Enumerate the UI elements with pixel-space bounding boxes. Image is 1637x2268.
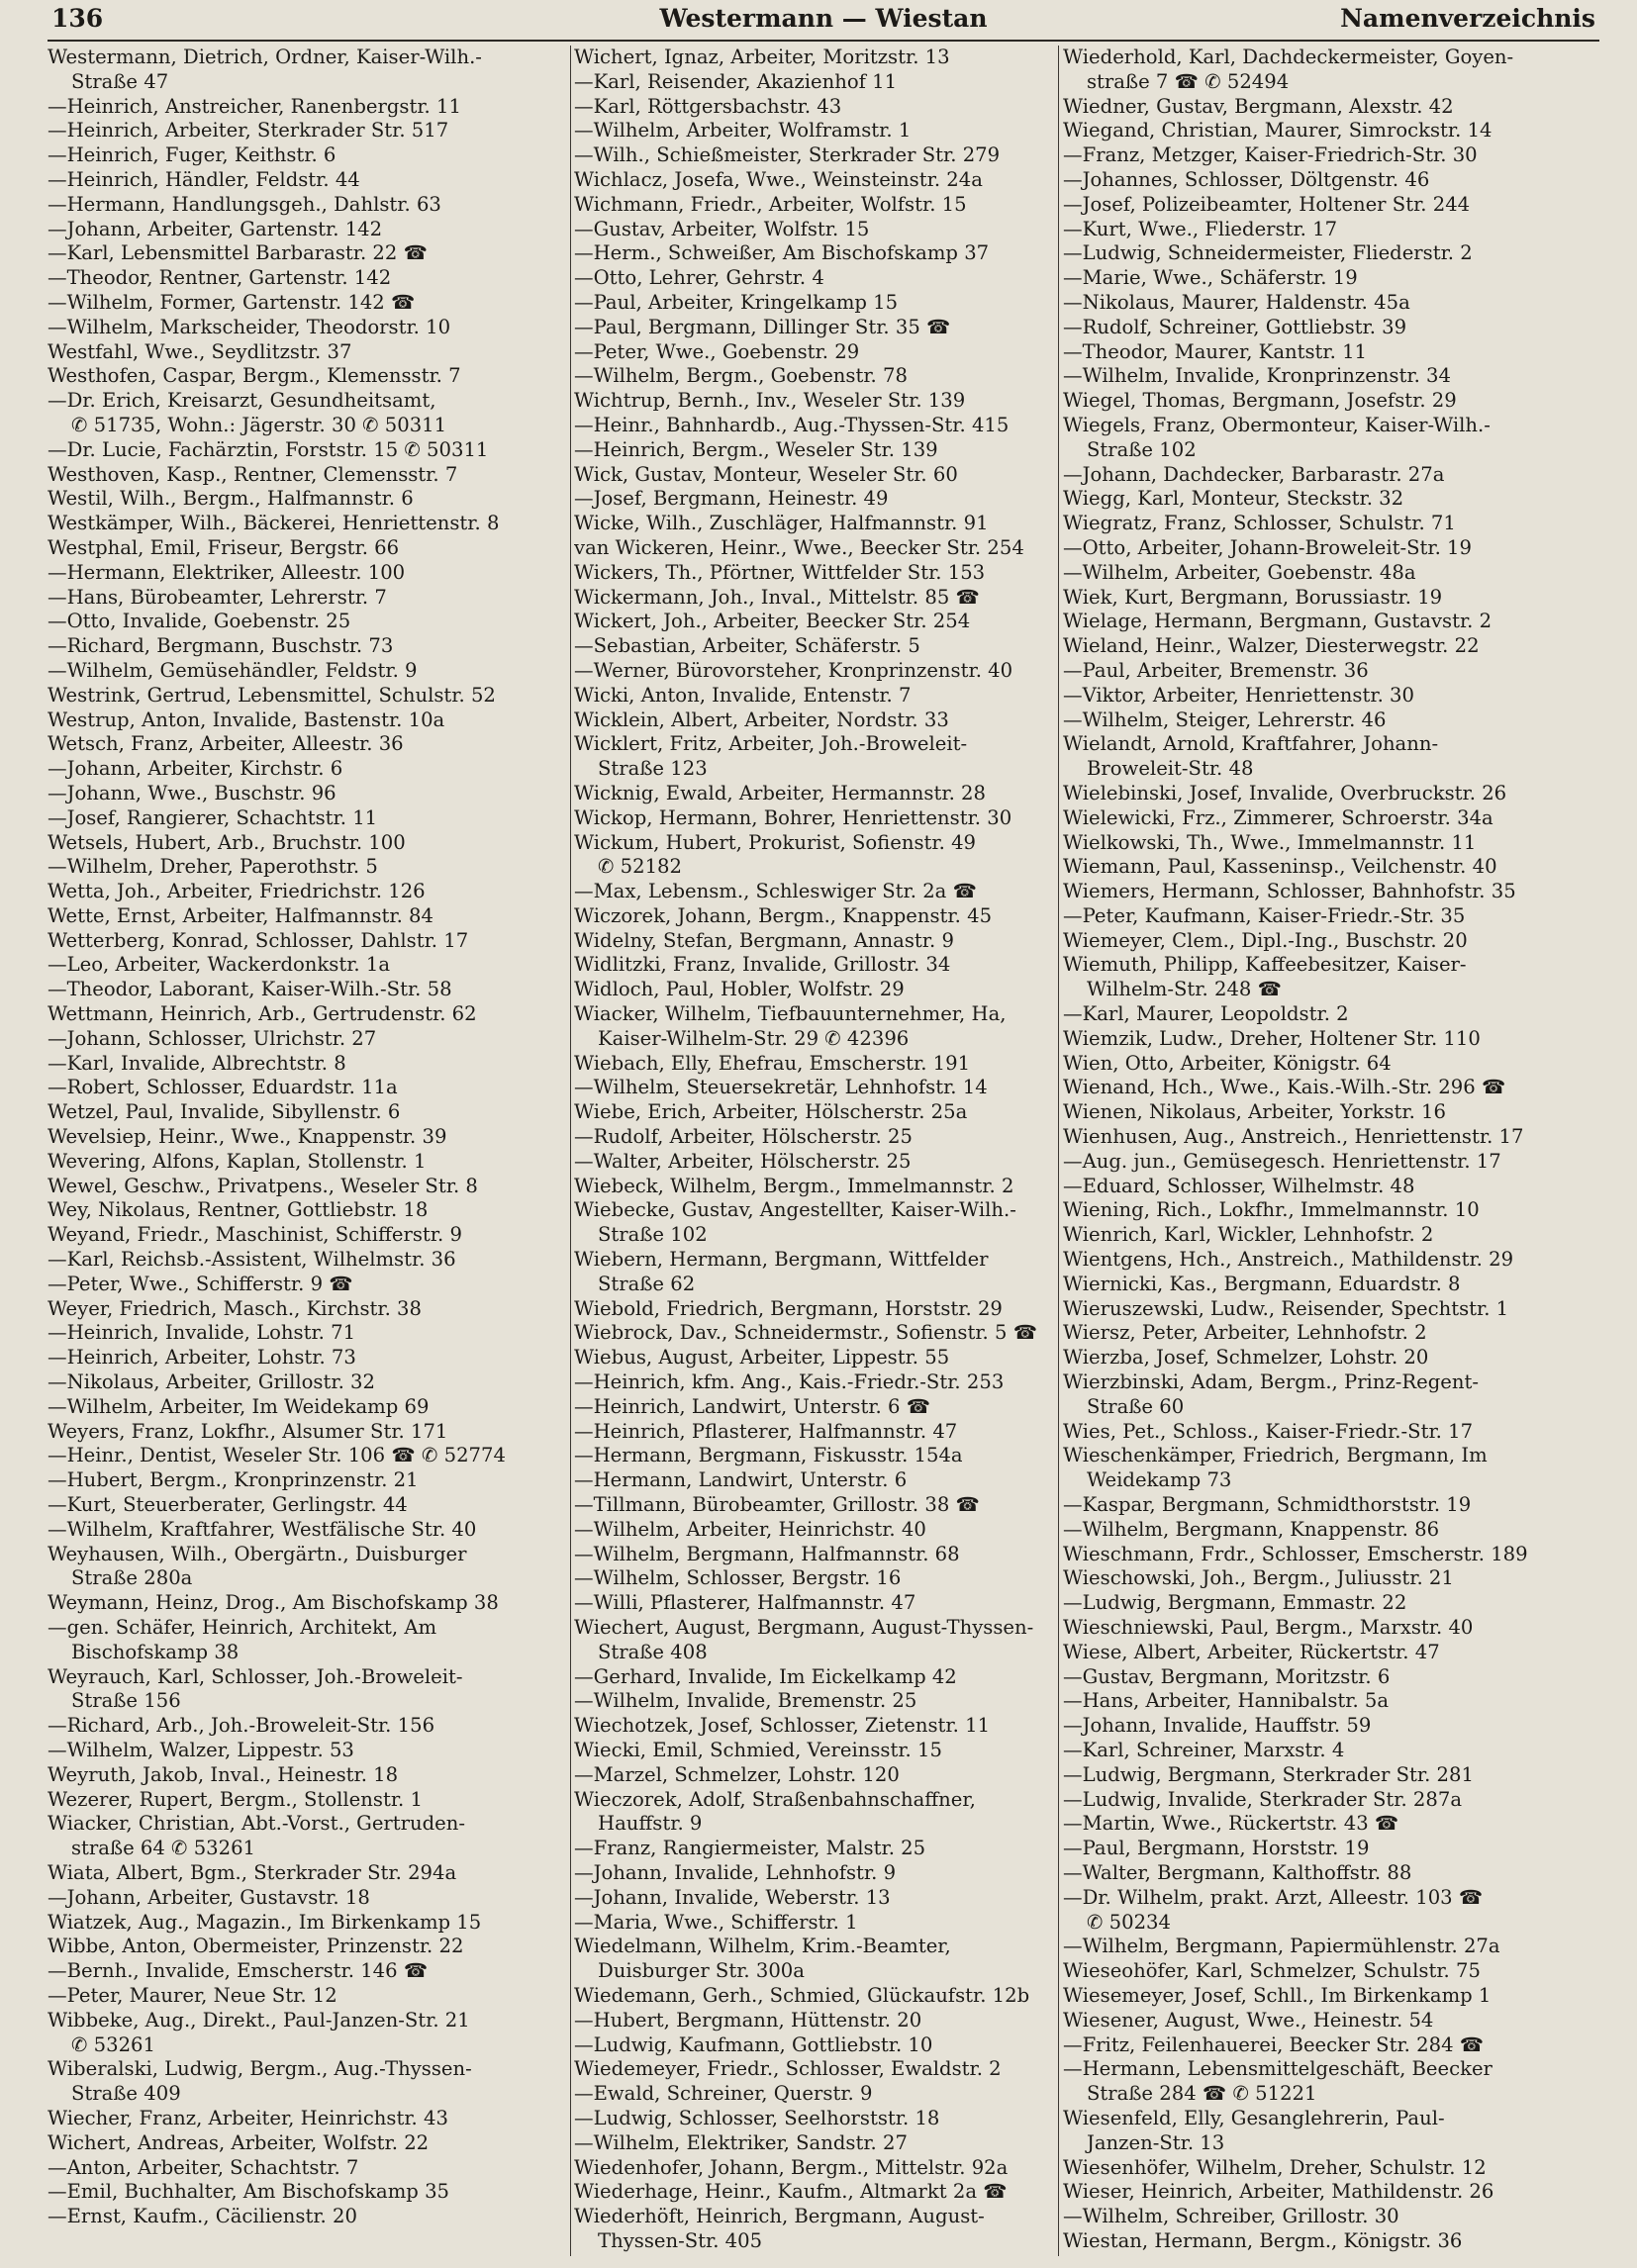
directory-entry: —Heinrich, Pflasterer, Halfmannstr. 47 <box>574 1419 958 1443</box>
directory-entry: straße 7 ☎ ✆ 52494 <box>1087 69 1290 93</box>
directory-entry: Wiersz, Peter, Arbeiter, Lehnhofstr. 2 <box>1063 1321 1427 1345</box>
directory-entry: —Johann, Arbeiter, Gustavstr. 18 <box>48 1885 370 1909</box>
directory-entry: —Josef, Rangierer, Schachtstr. 11 <box>48 805 378 829</box>
directory-entry: ✆ 52182 <box>598 855 682 879</box>
directory-entry: —Heinrich, Händler, Feldstr. 44 <box>48 167 360 191</box>
directory-entry: Wielewicki, Frz., Zimmerer, Schroerstr. 34a <box>1063 805 1493 829</box>
directory-entry: Wientgens, Hch., Anstreich., Mathildenstr. 29 <box>1063 1248 1514 1272</box>
directory-entry: —Dr. Wilhelm, prakt. Arzt, Alleestr. 103 ☎ <box>1063 1885 1484 1909</box>
directory-entry: Janzen-Str. 13 <box>1087 2130 1225 2154</box>
directory-entry: Wiemers, Hermann, Schlosser, Bahnhofstr. 35 <box>1063 880 1516 903</box>
directory-entry: —Johann, Wwe., Buschstr. 96 <box>48 781 337 804</box>
directory-entry: Westermann, Dietrich, Ordner, Kaiser-Wilh.- <box>48 46 482 68</box>
directory-entry: —Ludwig, Schlosser, Seelhorststr. 18 <box>574 2106 940 2129</box>
directory-entry: Wickop, Hermann, Bohrer, Henriettenstr. 30 <box>574 805 1012 829</box>
directory-entry: Wielebinski, Josef, Invalide, Overbruckstr. 26 <box>1063 781 1507 804</box>
column-divider <box>570 46 571 2256</box>
directory-entry: —Wilhelm, Arbeiter, Heinrichstr. 40 <box>574 1517 926 1541</box>
directory-entry: —Fritz, Feilenhauerei, Beecker Str. 284 ☎ <box>1063 2032 1485 2056</box>
directory-entry: Wiederhage, Heinr., Kaufm., Altmarkt 2a ☎ <box>574 2180 1008 2204</box>
directory-entry: Wicki, Anton, Invalide, Entenstr. 7 <box>574 683 912 707</box>
directory-entry: Wichmann, Friedr., Arbeiter, Wolfstr. 15 <box>574 192 967 216</box>
directory-entry: Wiemann, Paul, Kasseninsp., Veilchenstr. 40 <box>1063 855 1497 879</box>
directory-entry: Wiczorek, Johann, Bergm., Knappenstr. 45 <box>574 903 993 927</box>
directory-entry: —Wilhelm, Schreiber, Grillostr. 30 <box>1063 2205 1399 2228</box>
directory-entry: —Nikolaus, Arbeiter, Grillostr. 32 <box>48 1370 375 1394</box>
directory-entry: —Hermann, Lebensmittelgeschäft, Beecker <box>1063 2057 1493 2081</box>
directory-entry: Weyhausen, Wilh., Obergärtn., Duisburger <box>48 1542 467 1565</box>
directory-entry: —Anton, Arbeiter, Schachtstr. 7 <box>48 2155 359 2179</box>
directory-entry: —Johann, Invalide, Hauffstr. 59 <box>1063 1714 1372 1738</box>
directory-entry: Straße 408 <box>598 1640 708 1663</box>
directory-entry: ✆ 50234 <box>1087 1910 1171 1934</box>
directory-entry: —Johann, Arbeiter, Kirchstr. 6 <box>48 757 343 781</box>
directory-entry: Wielkowski, Th., Wwe., Immelmannstr. 11 <box>1063 830 1477 854</box>
directory-entry: —Marzel, Schmelzer, Lohstr. 120 <box>574 1762 900 1786</box>
directory-entry: Straße 62 <box>598 1272 696 1295</box>
directory-entry: —Heinrich, Fuger, Keithstr. 6 <box>48 143 337 167</box>
directory-entry: —Hans, Arbeiter, Hannibalstr. 5a <box>1063 1689 1390 1713</box>
directory-entry: Wichert, Andreas, Arbeiter, Wolfstr. 22 <box>48 2130 430 2154</box>
directory-entry: —Tillmann, Bürobeamter, Grillostr. 38 ☎ <box>574 1493 980 1517</box>
directory-entry: —Hubert, Bergm., Kronprinzenstr. 21 <box>48 1468 419 1492</box>
directory-entry: —Heinr., Dentist, Weseler Str. 106 ☎ ✆ 52774 <box>48 1444 506 1467</box>
directory-entry: Wiestan, Hermann, Bergm., Königstr. 36 <box>1063 2228 1463 2252</box>
directory-entry: Wetterberg, Konrad, Schlosser, Dahlstr. 17 <box>48 928 469 952</box>
directory-entry: Wienhusen, Aug., Anstreich., Henriettenstr. 17 <box>1063 1125 1524 1149</box>
column-3 <box>1063 46 1602 2260</box>
directory-entry: Wicknig, Ewald, Arbeiter, Hermannstr. 28 <box>574 781 986 804</box>
directory-entry: —Johann, Dachdecker, Barbarastr. 27a <box>1063 462 1445 486</box>
directory-entry: Wiebach, Elly, Ehefrau, Emscherstr. 191 <box>574 1051 971 1075</box>
directory-entry: Wick, Gustav, Monteur, Weseler Str. 60 <box>574 462 958 486</box>
directory-entry: —Martin, Wwe., Rückertstr. 43 ☎ <box>1063 1812 1399 1836</box>
directory-entry: Westhoven, Kasp., Rentner, Clemensstr. 7 <box>48 462 458 486</box>
directory-entry: —Heinrich, kfm. Ang., Kais.-Friedr.-Str. 253 <box>574 1370 1005 1394</box>
directory-entry: —Ludwig, Invalide, Sterkrader Str. 287a <box>1063 1787 1463 1811</box>
directory-entry: Broweleit-Str. 48 <box>1087 757 1254 781</box>
directory-entry: Wiemzik, Ludw., Dreher, Holtener Str. 110 <box>1063 1026 1481 1050</box>
directory-entry: —Nikolaus, Maurer, Haldenstr. 45a <box>1063 290 1410 314</box>
directory-entry: —Wilhelm, Invalide, Bremenstr. 25 <box>574 1689 917 1713</box>
directory-entry: —Werner, Bürovorsteher, Kronprinzenstr. 40 <box>574 658 1013 682</box>
directory-entry: —Otto, Lehrer, Gehrstr. 4 <box>574 266 824 290</box>
directory-entry: Westil, Wilh., Bergm., Halfmannstr. 6 <box>48 487 414 511</box>
directory-entry: Wierzba, Josef, Schmelzer, Lohstr. 20 <box>1063 1346 1429 1370</box>
directory-entry: Weyer, Friedrich, Masch., Kirchstr. 38 <box>48 1296 422 1320</box>
directory-entry: —Wilhelm, Bergmann, Knappenstr. 86 <box>1063 1517 1440 1541</box>
directory-entry: Wiemuth, Philipp, Kaffeebesitzer, Kaiser- <box>1063 953 1467 977</box>
directory-entry: —Peter, Maurer, Neue Str. 12 <box>48 1983 337 2007</box>
directory-entry: Weyruth, Jakob, Inval., Heinestr. 18 <box>48 1762 399 1786</box>
directory-entry: Wiedenhofer, Johann, Bergm., Mittelstr. 92a <box>574 2155 1009 2179</box>
directory-entry: Straße 102 <box>1087 437 1197 461</box>
directory-entry: Wieschmann, Frdr., Schlosser, Emscherstr. 189 <box>1063 1542 1528 1565</box>
directory-entry: Wiegels, Franz, Obermonteur, Kaiser-Wilh.- <box>1063 413 1491 436</box>
directory-entry: —Max, Lebensm., Schleswiger Str. 2a ☎ <box>574 880 977 903</box>
directory-entry: Westfahl, Wwe., Seydlitzstr. 37 <box>48 339 352 363</box>
directory-entry: —Ludwig, Bergmann, Emmastr. 22 <box>1063 1591 1407 1615</box>
directory-entry: —Heinrich, Bergm., Weseler Str. 139 <box>574 437 938 461</box>
directory-entry: —Peter, Wwe., Schifferstr. 9 ☎ <box>48 1272 353 1295</box>
directory-entry: —Dr. Erich, Kreisarzt, Gesundheitsamt, <box>48 389 436 413</box>
directory-entry: Wierzbinski, Adam, Bergm., Prinz-Regent- <box>1063 1370 1479 1394</box>
directory-entry: Wiese, Albert, Arbeiter, Rückertstr. 47 <box>1063 1640 1440 1663</box>
directory-entry: —Hubert, Bergmann, Hüttenstr. 20 <box>574 2008 922 2032</box>
directory-entry: Wicklein, Albert, Arbeiter, Nordstr. 33 <box>574 708 949 731</box>
directory-entry: Wiechotzek, Josef, Schlosser, Zietenstr. 11 <box>574 1714 991 1738</box>
directory-entry: Wicklert, Fritz, Arbeiter, Joh.-Broweleit- <box>574 732 968 756</box>
directory-entry: Wieseohöfer, Karl, Schmelzer, Schulstr. 75 <box>1063 1959 1481 1983</box>
directory-entry: —Ewald, Schreiner, Querstr. 9 <box>574 2082 873 2106</box>
directory-entry: Wichtrup, Bernh., Inv., Weseler Str. 139 <box>574 389 966 413</box>
directory-entry: ✆ 53261 <box>71 2032 155 2056</box>
directory-entry: —Otto, Invalide, Goebenstr. 25 <box>48 610 351 633</box>
directory-entry: Widelny, Stefan, Bergmann, Annastr. 9 <box>574 928 954 952</box>
directory-entry: Wiberalski, Ludwig, Bergm., Aug.-Thyssen- <box>48 2057 472 2081</box>
directory-entry: Wiacker, Christian, Abt.-Vorst., Gertruden- <box>48 1812 466 1836</box>
directory-entry: Westhofen, Caspar, Bergm., Klemensstr. 7 <box>48 364 461 388</box>
directory-entry: —Kaspar, Bergmann, Schmidthorststr. 19 <box>1063 1493 1472 1517</box>
directory-entry: —Theodor, Rentner, Gartenstr. 142 <box>48 266 392 290</box>
directory-entry: Wiecher, Franz, Arbeiter, Heinrichstr. 43 <box>48 2106 448 2129</box>
directory-entry: —Heinrich, Arbeiter, Lohstr. 73 <box>48 1346 356 1370</box>
directory-entry: Wien, Otto, Arbeiter, Königstr. 64 <box>1063 1051 1392 1075</box>
directory-entry: —Heinr., Bahnhardb., Aug.-Thyssen-Str. 415 <box>574 413 1010 436</box>
directory-entry: —Peter, Kaufmann, Kaiser-Friedr.-Str. 35 <box>1063 903 1466 927</box>
directory-entry: Wieser, Heinrich, Arbeiter, Mathildenstr. 26 <box>1063 2180 1494 2204</box>
directory-entry: Wiederhöft, Heinrich, Bergmann, August- <box>574 2205 985 2228</box>
directory-entry: Wiemeyer, Clem., Dipl.-Ing., Buschstr. 20 <box>1063 928 1468 952</box>
directory-entry: Wiecki, Emil, Schmied, Vereinsstr. 15 <box>574 1738 942 1761</box>
directory-entry: Wewel, Geschw., Privatpens., Weseler Str. 8 <box>48 1174 478 1197</box>
directory-entry: —Ludwig, Bergmann, Sterkrader Str. 281 <box>1063 1762 1474 1786</box>
directory-entry: —Johann, Invalide, Weberstr. 13 <box>574 1885 891 1909</box>
directory-entry: —Sebastian, Arbeiter, Schäferstr. 5 <box>574 634 920 658</box>
directory-entry: Straße 156 <box>71 1689 181 1713</box>
directory-entry: Weyers, Franz, Lokfhr., Alsumer Str. 171 <box>48 1419 448 1443</box>
directory-entry: Weymann, Heinz, Drog., Am Bischofskamp 38 <box>48 1591 499 1615</box>
directory-entry: —Wilhelm, Dreher, Paperothstr. 5 <box>48 855 378 879</box>
directory-entry: Wiek, Kurt, Bergmann, Borussiastr. 19 <box>1063 585 1443 609</box>
directory-entry: Weyrauch, Karl, Schlosser, Joh.-Broweleit- <box>48 1664 463 1688</box>
directory-entry: Westkämper, Wilh., Bäckerei, Henriettenstr. 8 <box>48 512 500 535</box>
directory-entry: Wienrich, Karl, Wickler, Lehnhofstr. 2 <box>1063 1223 1434 1247</box>
column-1 <box>48 46 569 2260</box>
directory-entry: Wiedner, Gustav, Bergmann, Alexstr. 42 <box>1063 94 1454 118</box>
directory-entry: —Hans, Bürobeamter, Lehrerstr. 7 <box>48 585 387 609</box>
directory-entry: Wickers, Th., Pförtner, Wittfelder Str. 153 <box>574 560 986 584</box>
directory-entry: Wieschniewski, Paul, Bergm., Marxstr. 40 <box>1063 1616 1474 1639</box>
directory-entry: Wies, Pet., Schloss., Kaiser-Friedr.-Str. 17 <box>1063 1419 1474 1443</box>
directory-entry: —Karl, Röttgersbachstr. 43 <box>574 94 842 118</box>
directory-entry: Duisburger Str. 300a <box>598 1959 805 1983</box>
directory-entry: Wetzel, Paul, Invalide, Sibyllenstr. 6 <box>48 1100 401 1124</box>
directory-entry: —Wilhelm, Steiger, Lehrerstr. 46 <box>1063 708 1387 731</box>
directory-entry: Kaiser-Wilhelm-Str. 29 ✆ 42396 <box>598 1026 910 1050</box>
directory-entry: —Karl, Lebensmittel Barbarastr. 22 ☎ <box>48 241 428 265</box>
directory-entry: —Wilhelm, Bergmann, Halfmannstr. 68 <box>574 1542 960 1565</box>
directory-entry: van Wickeren, Heinr., Wwe., Beecker Str. 254 <box>574 535 1024 559</box>
directory-entry: —Bernh., Invalide, Emscherstr. 146 ☎ <box>48 1959 429 1983</box>
directory-entry: Wetsch, Franz, Arbeiter, Alleestr. 36 <box>48 732 404 756</box>
directory-entry: —Paul, Bergmann, Dillinger Str. 35 ☎ <box>574 315 951 338</box>
directory-entry: Wevering, Alfons, Kaplan, Stollenstr. 1 <box>48 1149 427 1173</box>
directory-entry: Wieruszewski, Ludw., Reisender, Spechtstr. 1 <box>1063 1296 1509 1320</box>
directory-entry: Wielandt, Arnold, Kraftfahrer, Johann- <box>1063 732 1439 756</box>
directory-entry: —Franz, Metzger, Kaiser-Friedrich-Str. 30 <box>1063 143 1478 167</box>
directory-entry: Wieczorek, Adolf, Straßenbahnschaffner, <box>574 1787 976 1811</box>
directory-entry: Wiatzek, Aug., Magazin., Im Birkenkamp 15 <box>48 1910 482 1934</box>
directory-entry: —Kurt, Steuerberater, Gerlingstr. 44 <box>48 1493 408 1517</box>
directory-entry: —Richard, Bergmann, Buschstr. 73 <box>48 634 394 658</box>
directory-entry: —Marie, Wwe., Schäferstr. 19 <box>1063 266 1358 290</box>
directory-entry: —Wilhelm, Gemüsehändler, Feldstr. 9 <box>48 658 418 682</box>
directory-entry: Wiesenfeld, Elly, Gesanglehrerin, Paul- <box>1063 2106 1445 2129</box>
directory-entry: Thyssen-Str. 405 <box>598 2228 763 2252</box>
directory-entry: Wiegg, Karl, Monteur, Steckstr. 32 <box>1063 487 1404 511</box>
directory-entry: Wiening, Rich., Lokfhr., Immelmannstr. 10 <box>1063 1198 1480 1222</box>
directory-entry: Wiebus, August, Arbeiter, Lippestr. 55 <box>574 1346 950 1370</box>
directory-entry: —Wilhelm, Former, Gartenstr. 142 ☎ <box>48 290 416 314</box>
directory-entry: Wienen, Nikolaus, Arbeiter, Yorkstr. 16 <box>1063 1100 1446 1124</box>
directory-entry: Bischofskamp 38 <box>71 1640 240 1663</box>
directory-entry: —Wilhelm, Markscheider, Theodorstr. 10 <box>48 315 451 338</box>
directory-entry: —Theodor, Maurer, Kantstr. 11 <box>1063 339 1368 363</box>
directory-entry: Wickert, Joh., Arbeiter, Beecker Str. 254 <box>574 610 971 633</box>
directory-entry: —Johann, Schlosser, Ulrichstr. 27 <box>48 1026 377 1050</box>
directory-entry: Wey, Nikolaus, Rentner, Gottliebstr. 18 <box>48 1198 429 1222</box>
directory-entry: —Wilhelm, Bergmann, Papiermühlenstr. 27a <box>1063 1935 1500 1958</box>
directory-entry: Hauffstr. 9 <box>598 1812 703 1836</box>
directory-entry: —Wilhelm, Arbeiter, Wolframstr. 1 <box>574 119 912 142</box>
directory-entry: —gen. Schäfer, Heinrich, Architekt, Am <box>48 1616 437 1639</box>
directory-entry: —Leo, Arbeiter, Wackerdonkstr. 1a <box>48 953 391 977</box>
directory-entry: —Johannes, Schlosser, Döltgenstr. 46 <box>1063 167 1430 191</box>
directory-entry: —Wilhelm, Schlosser, Bergstr. 16 <box>574 1566 902 1590</box>
directory-entry: —Walter, Bergmann, Kalthoffstr. 88 <box>1063 1860 1412 1884</box>
directory-entry: Straße 123 <box>598 757 708 781</box>
directory-entry: Wibbe, Anton, Obermeister, Prinzenstr. 22 <box>48 1935 464 1958</box>
directory-entry: —Heinrich, Arbeiter, Sterkrader Str. 517 <box>48 119 449 142</box>
directory-entry: Wilhelm-Str. 248 ☎ <box>1087 978 1283 1001</box>
directory-entry: Wiesenhöfer, Wilhelm, Dreher, Schulstr. 12 <box>1063 2155 1487 2179</box>
directory-entry: —Hermann, Bergmann, Fiskusstr. 154a <box>574 1444 963 1467</box>
directory-entry: Wiebeck, Wilhelm, Bergm., Immelmannstr. 2 <box>574 1174 1014 1197</box>
directory-entry: Wickermann, Joh., Inval., Mittelstr. 85 ☎ <box>574 585 980 609</box>
directory-entry: Wiechert, August, Bergmann, August-Thyssen- <box>574 1616 1034 1639</box>
directory-entry: —Karl, Invalide, Albrechtstr. 8 <box>48 1051 346 1075</box>
directory-entry: —Herm., Schweißer, Am Bischofskamp 37 <box>574 241 990 265</box>
directory-entry: —Wilhelm, Walzer, Lippestr. 53 <box>48 1738 354 1761</box>
directory-entry: Westrup, Anton, Invalide, Bastenstr. 10a <box>48 708 445 731</box>
directory-entry: Wiedemeyer, Friedr., Schlosser, Ewaldstr. 2 <box>574 2057 1002 2081</box>
directory-entry: Straße 280a <box>71 1566 193 1590</box>
directory-entry: —Karl, Schreiner, Marxstr. 4 <box>1063 1738 1345 1761</box>
directory-entry: Wetsels, Hubert, Arb., Bruchstr. 100 <box>48 830 406 854</box>
directory-entry: —Rudolf, Arbeiter, Hölscherstr. 25 <box>574 1125 913 1149</box>
directory-entry: Straße 60 <box>1087 1394 1185 1418</box>
directory-entry: —Josef, Polizeibeamter, Holtener Str. 244 <box>1063 192 1471 216</box>
directory-entry: Straße 102 <box>598 1223 708 1247</box>
directory-entry: Wetta, Joh., Arbeiter, Friedrichstr. 126 <box>48 880 426 903</box>
directory-entry: —Wilh., Schießmeister, Sterkrader Str. 279 <box>574 143 1001 167</box>
directory-entry: —Paul, Arbeiter, Kringelkamp 15 <box>574 290 899 314</box>
directory-entry: Wieschowski, Joh., Bergm., Juliusstr. 21 <box>1063 1566 1454 1590</box>
directory-entry: —Heinrich, Landwirt, Unterstr. 6 ☎ <box>574 1394 931 1418</box>
directory-entry: Straße 47 <box>71 69 169 93</box>
directory-entry: Wiesener, August, Wwe., Heinestr. 54 <box>1063 2008 1434 2032</box>
directory-entry: —Wilhelm, Invalide, Kronprinzenstr. 34 <box>1063 364 1451 388</box>
directory-entry: —Ludwig, Kaufmann, Gottliebstr. 10 <box>574 2032 933 2056</box>
directory-entry: —Walter, Arbeiter, Hölscherstr. 25 <box>574 1149 912 1173</box>
directory-entry: Wiegel, Thomas, Bergmann, Josefstr. 29 <box>1063 389 1457 413</box>
directory-entry: Wieland, Heinr., Walzer, Diesterwegstr. 22 <box>1063 634 1480 658</box>
directory-entry: —Gustav, Arbeiter, Wolfstr. 15 <box>574 217 870 240</box>
section-title: Namenverzeichnis <box>1340 4 1595 33</box>
directory-entry: Wiebe, Erich, Arbeiter, Hölscherstr. 25a <box>574 1100 968 1124</box>
directory-entry: Widloch, Paul, Hobler, Wolfstr. 29 <box>574 978 905 1001</box>
directory-entry: Wiata, Albert, Bgm., Sterkrader Str. 294a <box>48 1860 457 1884</box>
directory-entry: Wiegand, Christian, Maurer, Simrockstr. 14 <box>1063 119 1493 142</box>
directory-entry: —Emil, Buchhalter, Am Bischofskamp 35 <box>48 2180 449 2204</box>
directory-entry: —Wilhelm, Arbeiter, Im Weidekamp 69 <box>48 1394 430 1418</box>
directory-entry: Wiacker, Wilhelm, Tiefbauunternehmer, Ha, <box>574 1002 1007 1026</box>
directory-entry: Wiesemeyer, Josef, Schll., Im Birkenkamp 1 <box>1063 1983 1492 2007</box>
directory-entry: —Peter, Wwe., Goebenstr. 29 <box>574 339 860 363</box>
directory-entry: —Karl, Reisender, Akazienhof 11 <box>574 69 898 93</box>
directory-entry: —Viktor, Arbeiter, Henriettenstr. 30 <box>1063 683 1414 707</box>
directory-entry: Wibbeke, Aug., Direkt., Paul-Janzen-Str. 21 <box>48 2008 470 2032</box>
directory-entry: —Hermann, Handlungsgeh., Dahlstr. 63 <box>48 192 441 216</box>
directory-entry: —Otto, Arbeiter, Johann-Broweleit-Str. 19 <box>1063 535 1472 559</box>
directory-entry: —Gerhard, Invalide, Im Eickelkamp 42 <box>574 1664 957 1688</box>
directory-entry: Wiederhold, Karl, Dachdeckermeister, Goyen- <box>1063 46 1514 68</box>
directory-entry: —Karl, Maurer, Leopoldstr. 2 <box>1063 1002 1349 1026</box>
directory-entry: straße 64 ✆ 53261 <box>71 1837 256 1860</box>
directory-entry: Wiedemann, Gerh., Schmied, Glückaufstr. 12b <box>574 1983 1030 2007</box>
directory-entry: Wickum, Hubert, Prokurist, Sofienstr. 49 <box>574 830 976 854</box>
directory-entry: —Josef, Bergmann, Heinestr. 49 <box>574 487 889 511</box>
directory-entry: —Dr. Lucie, Fachärztin, Forststr. 15 ✆ 50311 <box>48 437 489 461</box>
directory-entry: —Ernst, Kaufm., Cäcilienstr. 20 <box>48 2205 357 2228</box>
directory-entry: —Karl, Reichsb.-Assistent, Wilhelmstr. 36 <box>48 1248 456 1272</box>
directory-entry: Wieschenkämper, Friedrich, Bergmann, Im <box>1063 1444 1488 1467</box>
directory-entry: Straße 409 <box>71 2082 181 2106</box>
directory-entry: Wiegratz, Franz, Schlosser, Schulstr. 71 <box>1063 512 1456 535</box>
directory-entry: —Aug. jun., Gemüsegesch. Henriettenstr. 17 <box>1063 1149 1501 1173</box>
directory-entry: Westphal, Emil, Friseur, Bergstr. 66 <box>48 535 400 559</box>
directory-entry: Westrink, Gertrud, Lebensmittel, Schulstr. 52 <box>48 683 496 707</box>
directory-entry: —Willi, Pflasterer, Halfmannstr. 47 <box>574 1591 916 1615</box>
directory-entry: —Gustav, Bergmann, Moritzstr. 6 <box>1063 1664 1391 1688</box>
directory-entry: Wiebold, Friedrich, Bergmann, Horststr. 29 <box>574 1296 1003 1320</box>
directory-entry: —Johann, Invalide, Lehnhofstr. 9 <box>574 1860 897 1884</box>
page-header <box>48 0 1599 42</box>
directory-entry: —Maria, Wwe., Schifferstr. 1 <box>574 1910 858 1934</box>
directory-entry: —Paul, Bergmann, Horststr. 19 <box>1063 1837 1370 1860</box>
directory-entry: —Theodor, Laborant, Kaiser-Wilh.-Str. 58 <box>48 978 452 1001</box>
directory-entry: Wienand, Hch., Wwe., Kais.-Wilh.-Str. 296 ☎ <box>1063 1076 1506 1099</box>
directory-entry: Wettmann, Heinrich, Arb., Gertrudenstr. 62 <box>48 1002 477 1026</box>
directory-entry: —Heinrich, Invalide, Lohstr. 71 <box>48 1321 356 1345</box>
directory-entry: Wichlacz, Josefa, Wwe., Weinsteinstr. 24a <box>574 167 983 191</box>
directory-entry: Wiebecke, Gustav, Angestellter, Kaiser-Wilh.- <box>574 1198 1016 1222</box>
directory-entry: —Wilhelm, Kraftfahrer, Westfälische Str. 40 <box>48 1517 477 1541</box>
directory-entry: —Ludwig, Schneidermeister, Fliederstr. 2 <box>1063 241 1473 265</box>
directory-entry: —Wilhelm, Steuersekretär, Lehnhofstr. 14 <box>574 1076 988 1099</box>
directory-entry: —Heinrich, Anstreicher, Ranenbergstr. 11 <box>48 94 461 118</box>
directory-entry: Weyand, Friedr., Maschinist, Schifferstr. 9 <box>48 1223 462 1247</box>
directory-entry: Wielage, Hermann, Bergmann, Gustavstr. 2 <box>1063 610 1493 633</box>
directory-entry: ✆ 51735, Wohn.: Jägerstr. 30 ✆ 50311 <box>71 413 447 436</box>
directory-entry: —Wilhelm, Elektriker, Sandstr. 27 <box>574 2130 908 2154</box>
directory-entry: Widlitzki, Franz, Invalide, Grillostr. 34 <box>574 953 951 977</box>
directory-entry: Wette, Ernst, Arbeiter, Halfmannstr. 84 <box>48 903 433 927</box>
directory-entry: —Richard, Arb., Joh.-Broweleit-Str. 156 <box>48 1714 435 1738</box>
directory-entry: Weidekamp 73 <box>1087 1468 1232 1492</box>
page-title: Westermann — Wiestan <box>659 4 988 33</box>
directory-entry: —Robert, Schlosser, Eduardstr. 11a <box>48 1076 398 1099</box>
column-2 <box>574 46 1055 2260</box>
page-number: 136 <box>51 4 104 33</box>
directory-entry: —Hermann, Elektriker, Alleestr. 100 <box>48 560 406 584</box>
directory-entry: —Wilhelm, Bergm., Goebenstr. 78 <box>574 364 908 388</box>
directory-entry: —Johann, Arbeiter, Gartenstr. 142 <box>48 217 383 240</box>
column-divider <box>1058 46 1059 2256</box>
directory-entry: —Wilhelm, Arbeiter, Goebenstr. 48a <box>1063 560 1416 584</box>
directory-entry: Wevelsiep, Heinr., Wwe., Knappenstr. 39 <box>48 1125 447 1149</box>
directory-entry: —Eduard, Schlosser, Wilhelmstr. 48 <box>1063 1174 1415 1197</box>
directory-entry: —Rudolf, Schreiner, Gottliebstr. 39 <box>1063 315 1407 338</box>
directory-entry: Wezerer, Rupert, Bergm., Stollenstr. 1 <box>48 1787 423 1811</box>
directory-entry: Wiebrock, Dav., Schneidermstr., Sofienstr. 5 ☎ <box>574 1321 1038 1345</box>
directory-entry: Wiebern, Hermann, Bergmann, Wittfelder <box>574 1248 989 1272</box>
directory-entry: Wicke, Wilh., Zuschläger, Halfmannstr. 91 <box>574 512 989 535</box>
directory-entry: —Kurt, Wwe., Fliederstr. 17 <box>1063 217 1338 240</box>
directory-entry: Wiedelmann, Wilhelm, Krim.-Beamter, <box>574 1935 951 1958</box>
directory-entry: —Franz, Rangiermeister, Malstr. 25 <box>574 1837 926 1860</box>
directory-entry: Wichert, Ignaz, Arbeiter, Moritzstr. 13 <box>574 46 950 68</box>
directory-entry: —Hermann, Landwirt, Unterstr. 6 <box>574 1468 908 1492</box>
directory-entry: Wiernicki, Kas., Bergmann, Eduardstr. 8 <box>1063 1272 1461 1295</box>
directory-entry: —Paul, Arbeiter, Bremenstr. 36 <box>1063 658 1369 682</box>
directory-entry: Straße 284 ☎ ✆ 51221 <box>1087 2082 1317 2106</box>
